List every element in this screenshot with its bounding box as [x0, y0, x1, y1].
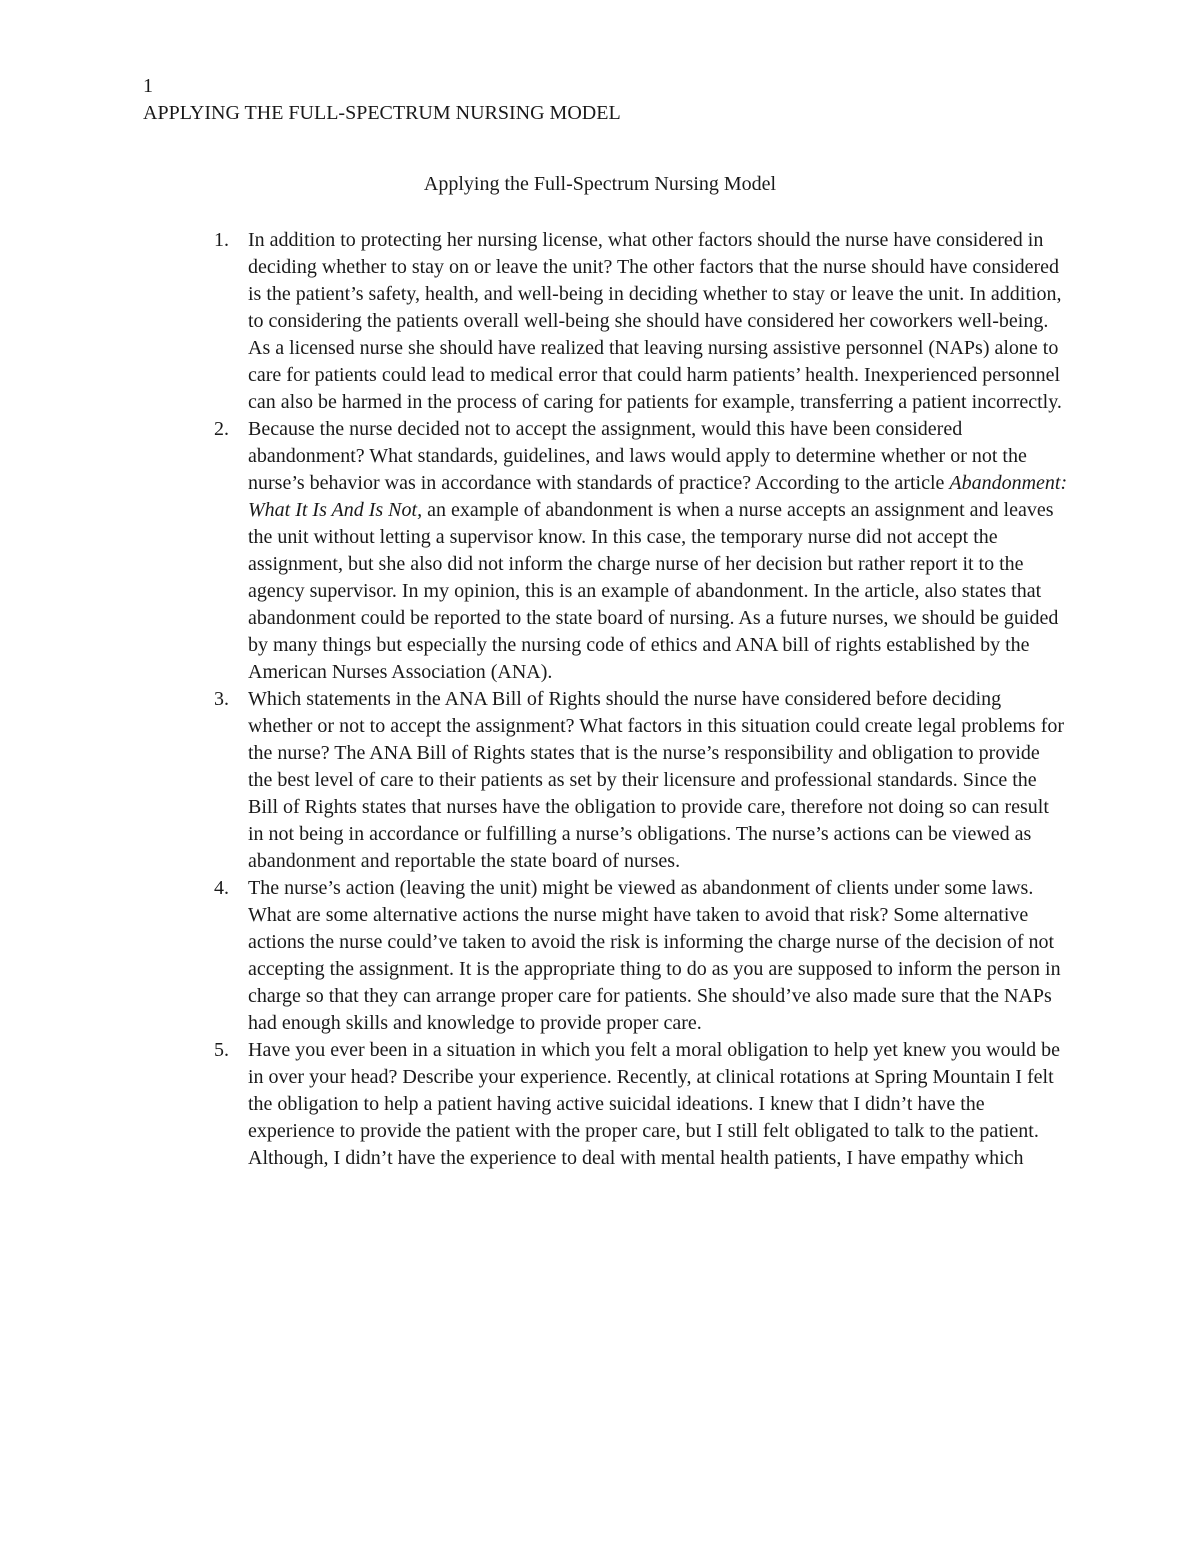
- item-text: The nurse’s action (leaving the unit) might be viewed as abandonment of clients under some laws. What are some alternative actions the nurse might have taken to avoid that risk? Some alternative actions the nurse could’ve taken to avoid the risk is informing the charge nurse of the decision of not accepting the assignment. It is the appropriate thing to do as you are supposed to inform the person in charge so that they can arrange proper care for patients. She should’ve also made sure that the NAPs had enough skills and knowledge to provide proper care.: [248, 877, 1061, 1034]
- item-number: 4.: [214, 877, 229, 899]
- item-number: 5.: [214, 1039, 229, 1061]
- item-text: In addition to protecting her nursing license, what other factors should the nurse have considered in deciding whether to stay on or leave the unit? The other factors that the nurse should have considered is the patient’s safety, health, and well-being in deciding whether to stay or leave the unit. In addition, to considering the patients overall well-being she should have considered her coworkers well-being. As a licensed nurse she should have realized that leaving nursing assistive personnel (NAPs) alone to care for patients could lead to medical error that could harm patients’ health. Inexperienced personnel can also be harmed in the process of caring for patients for example, transferring a patient incorrectly.: [248, 229, 1062, 413]
- question-list: [198, 227, 1068, 1172]
- item-text-before: Because the nurse decided not to accept the assignment, would this have been considered abandonment? What standards, guidelines, and laws would apply to determine whether or not the nurse’s behavior was in accordance with standards of practice? According to the article: [248, 418, 1027, 494]
- page-number: 1: [143, 75, 153, 97]
- list-item: [198, 1037, 1068, 1172]
- item-number: 2.: [214, 418, 229, 440]
- article-title: Abandonment: What It Is And Is Not,: [248, 472, 1068, 521]
- item-text: Which statements in the ANA Bill of Rights should the nurse have considered before deciding whether or not to accept the assignment? What factors in this situation could create legal problems for the nurse? The ANA Bill of Rights states that is the nurse’s responsibility and obligation to provide the best level of care to their patients as set by their licensure and professional standards. Since the Bill of Rights states that nurses have the obligation to provide care, therefore not doing so can result in not being in accordance or fulfilling a nurse’s obligations. The nurse’s actions can be viewed as abandonment and reportable the state board of nurses.: [248, 688, 1065, 872]
- running-head: APPLYING THE FULL-SPECTRUM NURSING MODEL: [143, 102, 621, 124]
- item-text: [248, 416, 1068, 686]
- item-text: Have you ever been in a situation in which you felt a moral obligation to help yet knew you would be in over your head? Describe your experience. Recently, at clinical rotations at Spring Mountain I felt the obligation to help a patient having active suicidal ideations. I knew that I didn’t have the experience to provide the patient with the proper care, but I still felt obligated to talk to the patient. Although, I didn’t have the experience to deal with mental health patients, I have empathy which: [248, 1039, 1061, 1169]
- list-item: [198, 875, 1068, 1037]
- list-item: [198, 416, 1068, 686]
- item-text-after: an example of abandonment is when a nurse accepts an assignment and leaves the unit without letting a supervisor know. In this case, the temporary nurse did not accept the assignment, but she also did not inform the charge nurse of her decision but rather report it to the agency supervisor. In my opinion, this is an example of abandonment. In the article, also states that abandonment could be reported to the state board of nursing. As a future nurses, we should be guided by many things but especially the nursing code of ethics and ANA bill of rights established by the American Nurses Association (ANA).: [248, 499, 1059, 683]
- document-title: Applying the Full-Spectrum Nursing Model: [423, 173, 777, 195]
- list-item: [198, 686, 1068, 875]
- item-number: 3.: [214, 688, 229, 710]
- list-item: [198, 227, 1068, 416]
- item-number: 1.: [214, 229, 229, 251]
